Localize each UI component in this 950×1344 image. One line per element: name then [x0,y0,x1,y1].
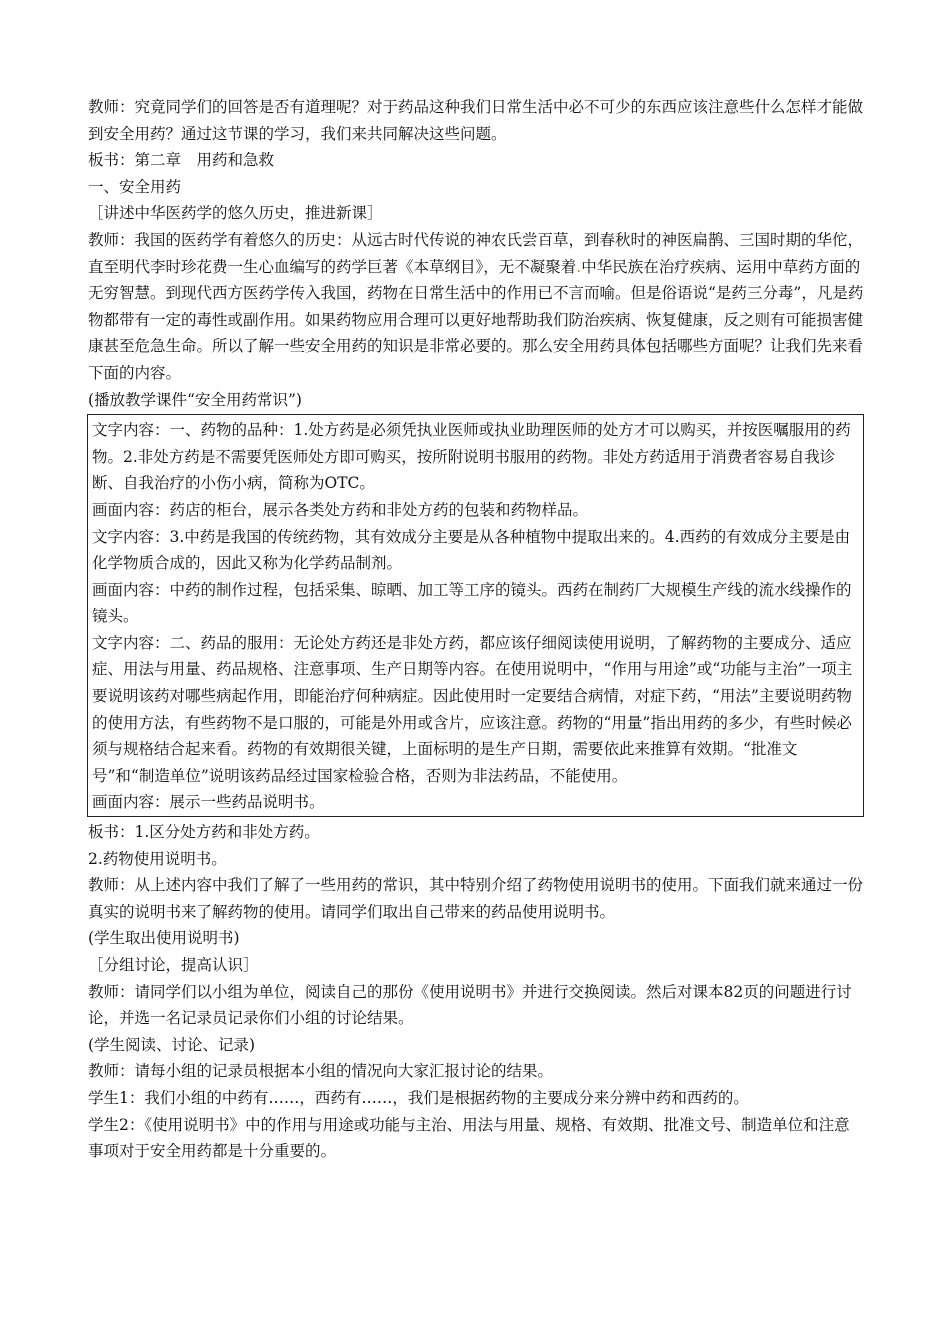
teacher-instructions-paragraph: 教师：从上述内容中我们了解了一些用药的常识，其中特别介绍了药物使用说明书的使用。下面我们就来通过一份真实的说明书来了解药物的使用。请同学们取出自己带来的药品使用说明书。 [88,876,864,921]
history-marker: . [576,257,582,276]
box-text-6: 画面内容：展示一些药品说明书。 [92,793,325,812]
history-text-part2: 中华民族在治疗疾病、运用中草药方面的无穷智慧。到现代西方医药学传入我国，药物在日常生活中的作用已不言而喻。但是俗语说“是药三分毒”，凡是药物都带有一定的毒性或副作用。如果药物应用合理可以更好地帮助我们防治疾病、恢复健康，反之则有可能损害健康甚至危急生命。所以了解一些安全用药的知识是非常必要的。那么安全用药具体包括哪些方面呢？让我们先来看下面的内容。 [88,257,864,382]
student-action-note: (学生取出使用说明书) [88,929,240,948]
teacher-history-paragraph [88,227,864,387]
document-page [88,94,864,1165]
blackboard-chapter-title: 板书：第二章 用药和急救 [88,151,275,170]
student-action-note-2: (学生阅读、讨论、记录) [88,1035,256,1054]
box-text-1: 文字内容：一、药物的品种：1.处方药是必须凭执业医师或执业助理医师的处方才可以购买，并按医嘱服用的药物。2.非处方药是不需要凭医师处方即可购买，按所附说明书服用的药物。非处方药适用于消费者容易自我诊断、自我治疗的小伤小病，简称为OTC。 [92,421,851,493]
stage-note-discussion: ［分组讨论，提高认识］ [88,956,259,974]
section-heading: 一、安全用药 [88,177,182,196]
box-text-5: 文字内容：二、药品的服用：无论处方药还是非处方药，都应该仔细阅读使用说明，了解药物的主要成分、适应症、用法与用量、药品规格、注意事项、生产日期等内容。在使用说明中，“作用与用途”或“功能与主治”一项主要说明该药对哪些病起作用，即能治疗何种病症。因此使用时一定要结合病情，对症下药，“用法”主要说明药物的使用方法，有些药物不是口服的，可能是外用或含片，应该注意。药物的“用量”指出用药的多少，有些时候必须与规格结合起来看。药物的有效期很关键，上面标明的是生产日期，需要依此来推算有效期。“批准文号”和“制造单位”说明该药品经过国家检验合格，否则为非法药品，不能使用。 [92,633,853,785]
box-text-3: 文字内容：3.中药是我国的传统药物，其有效成分主要是从各种植物中提取出来的。4.西药的有效成分主要是由化学物质合成的，因此又称为化学药品制剂。 [92,527,851,573]
student-2-answer: 学生2：《使用说明书》中的作用与用途或功能与主治、用法与用量、规格、有效期、批准文号、制造单位和注意事项对于安全用药都是十分重要的。 [88,1115,850,1161]
stage-note: ［讲述中华医药学的悠久历史，推进新课］ [88,204,383,223]
courseware-note: (播放教学课件“安全用药常识”) [88,390,302,409]
teacher-report-paragraph: 教师：请每小组的记录员根据本小组的情况向大家汇报讨论的结果。 [88,1062,554,1081]
box-text-4: 画面内容：中药的制作过程，包括采集、晾晒、加工等工序的镜头。西药在制药厂大规模生产线的流水线操作的镜头。 [92,580,852,626]
blackboard-point-2: 2.药物使用说明书。 [88,849,227,868]
history-text-part1: 教师：我国的医药学有着悠久的历史：从远古时代传说的神农氏尝百草，到春秋时的神医扁鹊、三国时期的华佗，直至明代李时珍花费一生心血编写的药学巨著《本草纲目》，无不凝聚着 [88,230,864,276]
teacher-intro-paragraph: 教师：究竟同学们的回答是否有道理呢？对于药品这种我们日常生活中必不可少的东西应该注意些什么怎样才能做到安全用药？通过这节课的学习，我们来共同解决这些问题。 [88,98,864,143]
box-text-2: 画面内容：药店的柜台，展示各类处方药和非处方药的包装和药物样品。 [92,500,589,519]
teacher-group-paragraph: 教师：请同学们以小组为单位，阅读自己的那份《使用说明书》并进行交换阅读。然后对课本82页的问题进行讨论，并选一名记录员记录你们小组的讨论结果。 [88,982,852,1028]
student-1-answer: 学生1：我们小组的中药有……，西药有……，我们是根据药物的主要成分来分辨中药和西药的。 [88,1088,749,1107]
blackboard-point-1: 板书：1.区分处方药和非处方药。 [88,823,320,842]
courseware-content-box [87,414,864,817]
